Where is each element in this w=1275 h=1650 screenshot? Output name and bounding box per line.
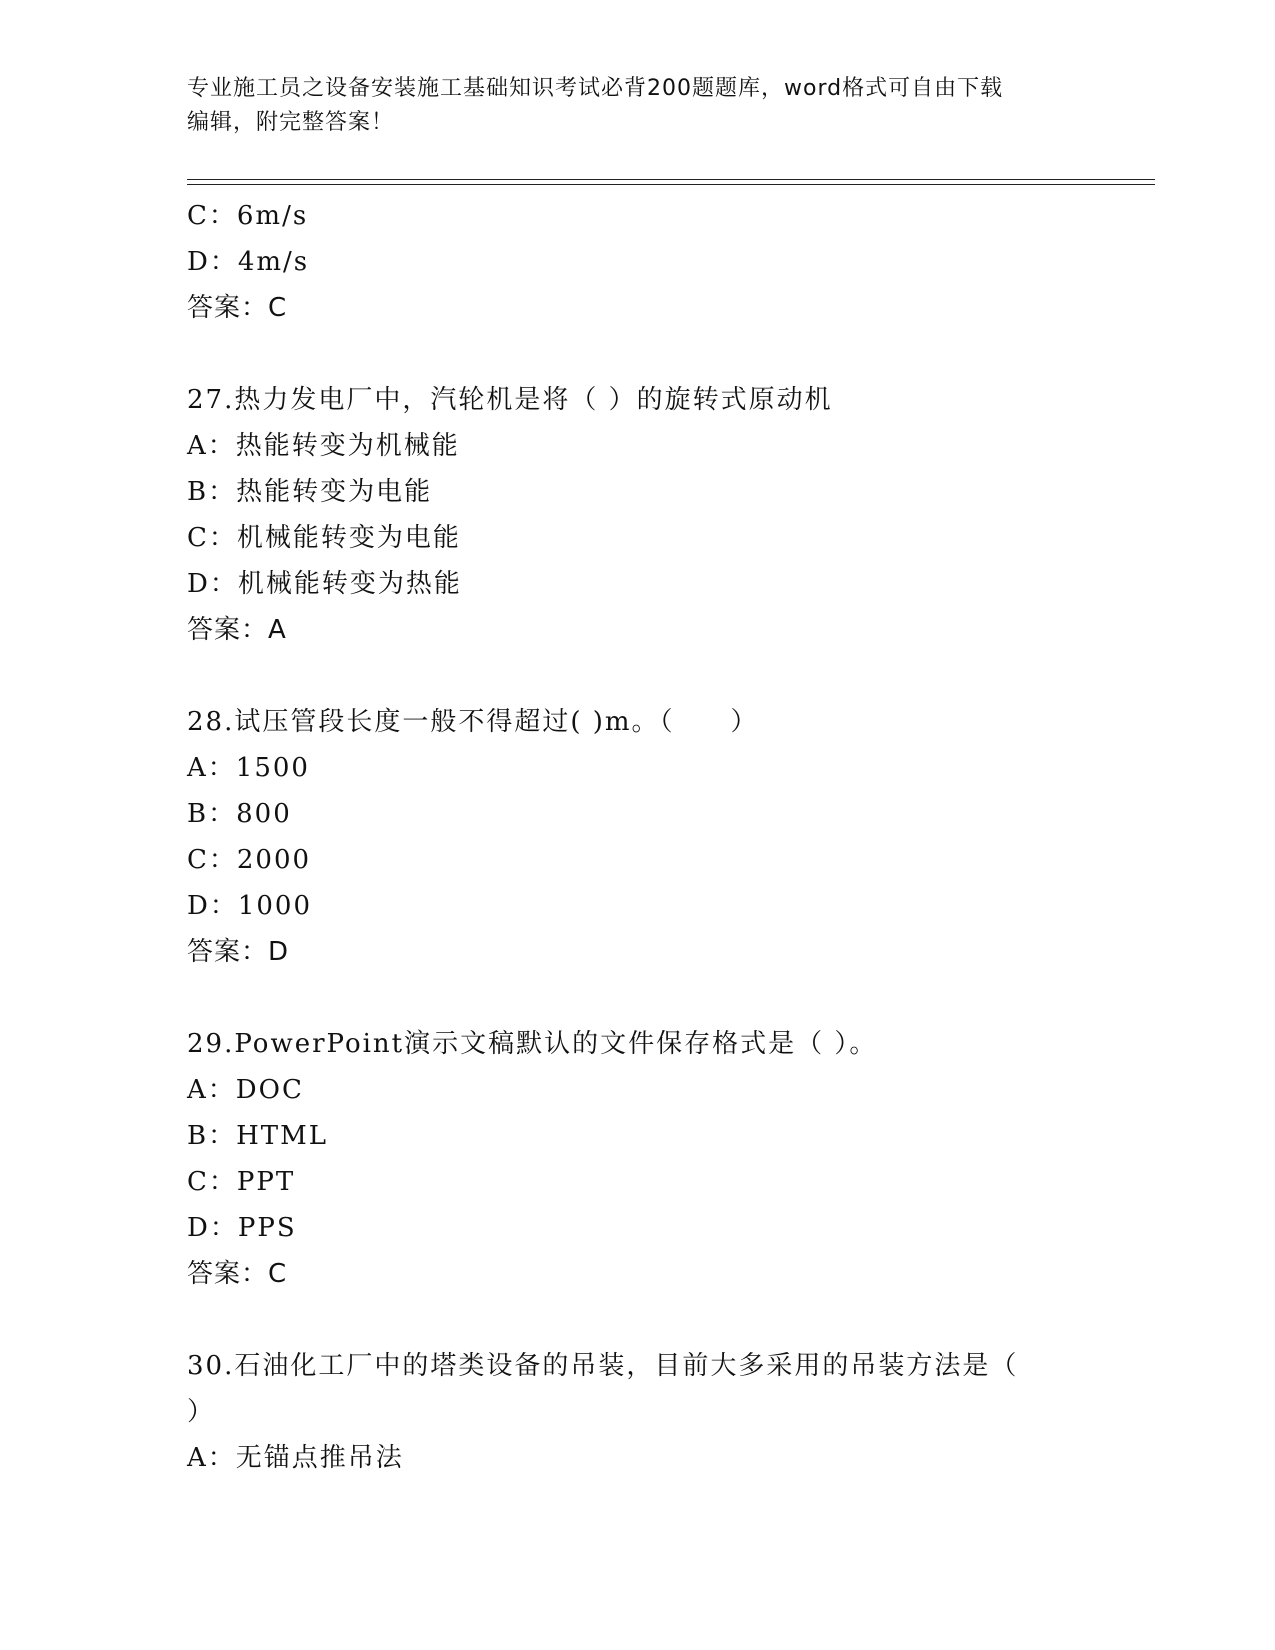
question-30 <box>187 1343 1147 1481</box>
question-list <box>187 193 1147 1481</box>
option-a: A：DOC <box>187 1075 304 1105</box>
spacer <box>187 975 1147 1021</box>
option-d: D：机械能转变为热能 <box>187 569 462 599</box>
option-c: C：6m/s <box>187 201 309 231</box>
option-c: C：PPT <box>187 1167 296 1197</box>
option-a: A：1500 <box>187 753 310 783</box>
spacer <box>187 653 1147 699</box>
option-c: C：机械能转变为电能 <box>187 523 461 553</box>
header-rule-bottom <box>187 184 1155 185</box>
option-d: D：1000 <box>187 891 313 921</box>
answer-line: 答案：D <box>187 937 290 967</box>
option-d: D：4m/s <box>187 247 310 277</box>
question-stem: 29.PowerPoint演示文稿默认的文件保存格式是（ ）。 <box>187 1029 878 1059</box>
option-b: B：热能转变为电能 <box>187 477 433 507</box>
question-26 <box>187 193 1147 331</box>
document-header <box>187 72 1087 140</box>
header-rule-top <box>187 179 1155 180</box>
answer-line: 答案：A <box>187 615 287 645</box>
question-stem: 30.石油化工厂中的塔类设备的吊装，目前大多采用的吊装方法是（ <box>187 1351 1019 1381</box>
spacer <box>187 331 1147 377</box>
question-29 <box>187 1021 1147 1297</box>
option-d: D：PPS <box>187 1213 297 1243</box>
question-stem: 28.试压管段长度一般不得超过( )m。（ ） <box>187 707 759 737</box>
option-a: A：无锚点推吊法 <box>187 1443 404 1473</box>
question-stem: 27.热力发电厂中，汽轮机是将（ ）的旋转式原动机 <box>187 385 833 415</box>
question-28 <box>187 699 1147 975</box>
spacer <box>187 1297 1147 1343</box>
header-line-2: 编辑，附完整答案！ <box>187 110 395 135</box>
option-b: B：800 <box>187 799 292 829</box>
header-line-1: 专业施工员之设备安装施工基础知识考试必背200题题库，word格式可自由下载 <box>187 76 1004 101</box>
question-stem-continued: ） <box>187 1397 216 1427</box>
option-b: B：HTML <box>187 1121 329 1151</box>
option-c: C：2000 <box>187 845 312 875</box>
option-a: A：热能转变为机械能 <box>187 431 460 461</box>
question-27 <box>187 377 1147 653</box>
answer-line: 答案：C <box>187 293 288 323</box>
answer-line: 答案：C <box>187 1259 288 1289</box>
